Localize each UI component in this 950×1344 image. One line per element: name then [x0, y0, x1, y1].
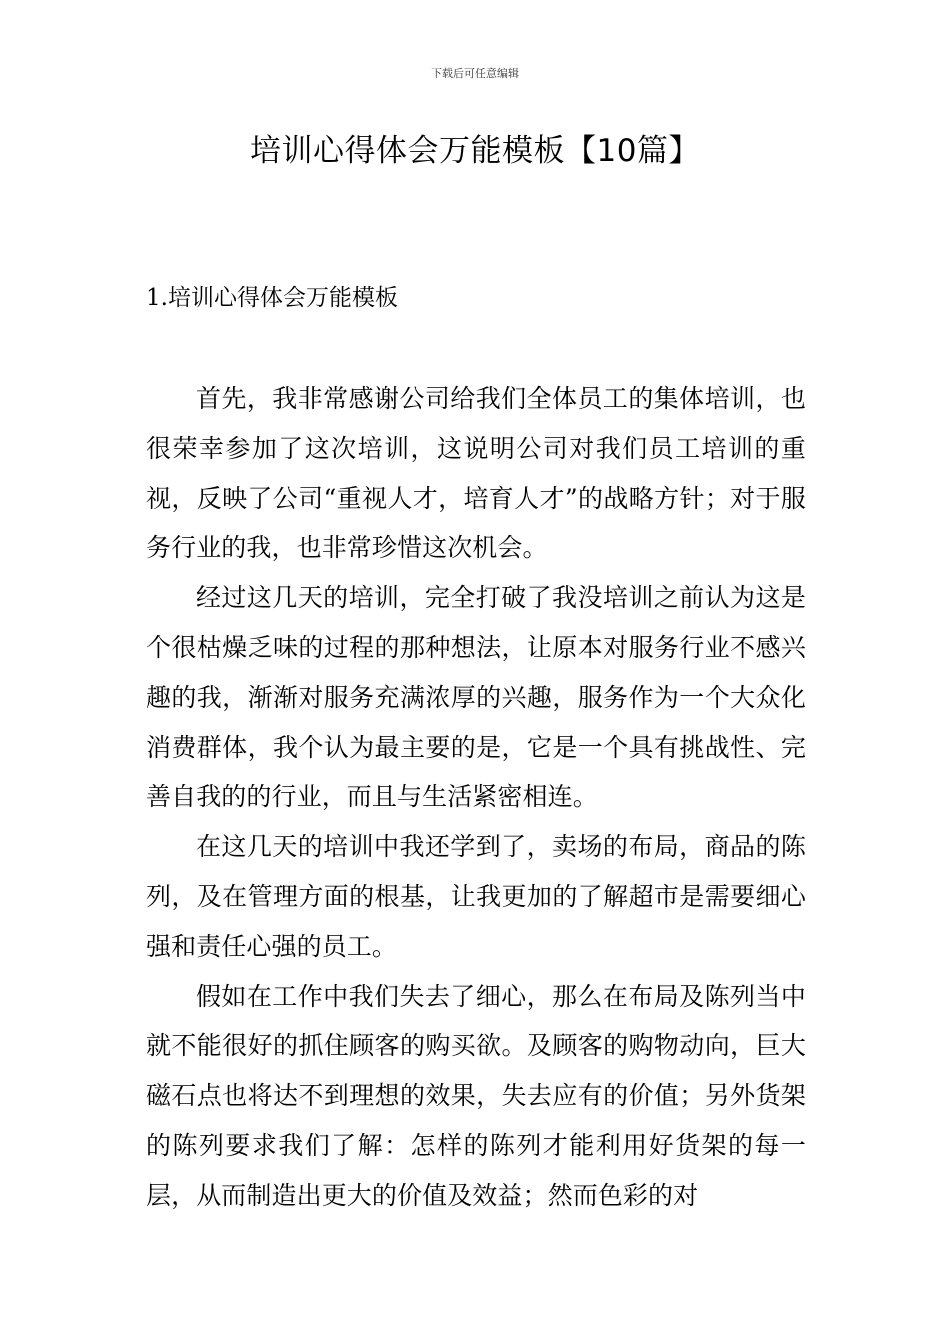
section-body	[146, 374, 806, 1221]
header-note: 下载后可任意编辑	[431, 67, 519, 80]
paragraph: 假如在工作中我们失去了细心，那么在布局及陈列当中就不能很好的抓住顾客的购买欲。及顾客的购物动向，巨大磁石点也将达不到理想的效果，失去应有的价值；另外货架的陈列要求我们了解：怎样的陈列才能利用好货架的每一层，从而制造出更大的价值及效益；然而色彩的对	[146, 981, 806, 1210]
document-title: 培训心得体会万能模板【10篇】	[250, 133, 700, 169]
section-heading: 1.培训心得体会万能模板	[146, 285, 398, 311]
paragraph: 经过这几天的培训，完全打破了我没培训之前认为这是个很枯燥乏味的过程的那种想法，让原本对服务行业不感兴趣的我，渐渐对服务充满浓厚的兴趣，服务作为一个大众化消费群体，我个认为最主要的是，它是一个具有挑战性、完善自我的的行业，而且与生活紧密相连。	[146, 583, 806, 812]
paragraph: 在这几天的培训中我还学到了，卖场的布局，商品的陈列，及在管理方面的根基，让我更加的了解超市是需要细心强和责任心强的员工。	[146, 832, 806, 961]
paragraph: 首先，我非常感谢公司给我们全体员工的集体培训，也很荣幸参加了这次培训，这说明公司对我们员工培训的重视，反映了公司“重视人才，培育人才”的战略方针；对于服务行业的我，也非常珍惜这次机会。	[146, 384, 806, 563]
